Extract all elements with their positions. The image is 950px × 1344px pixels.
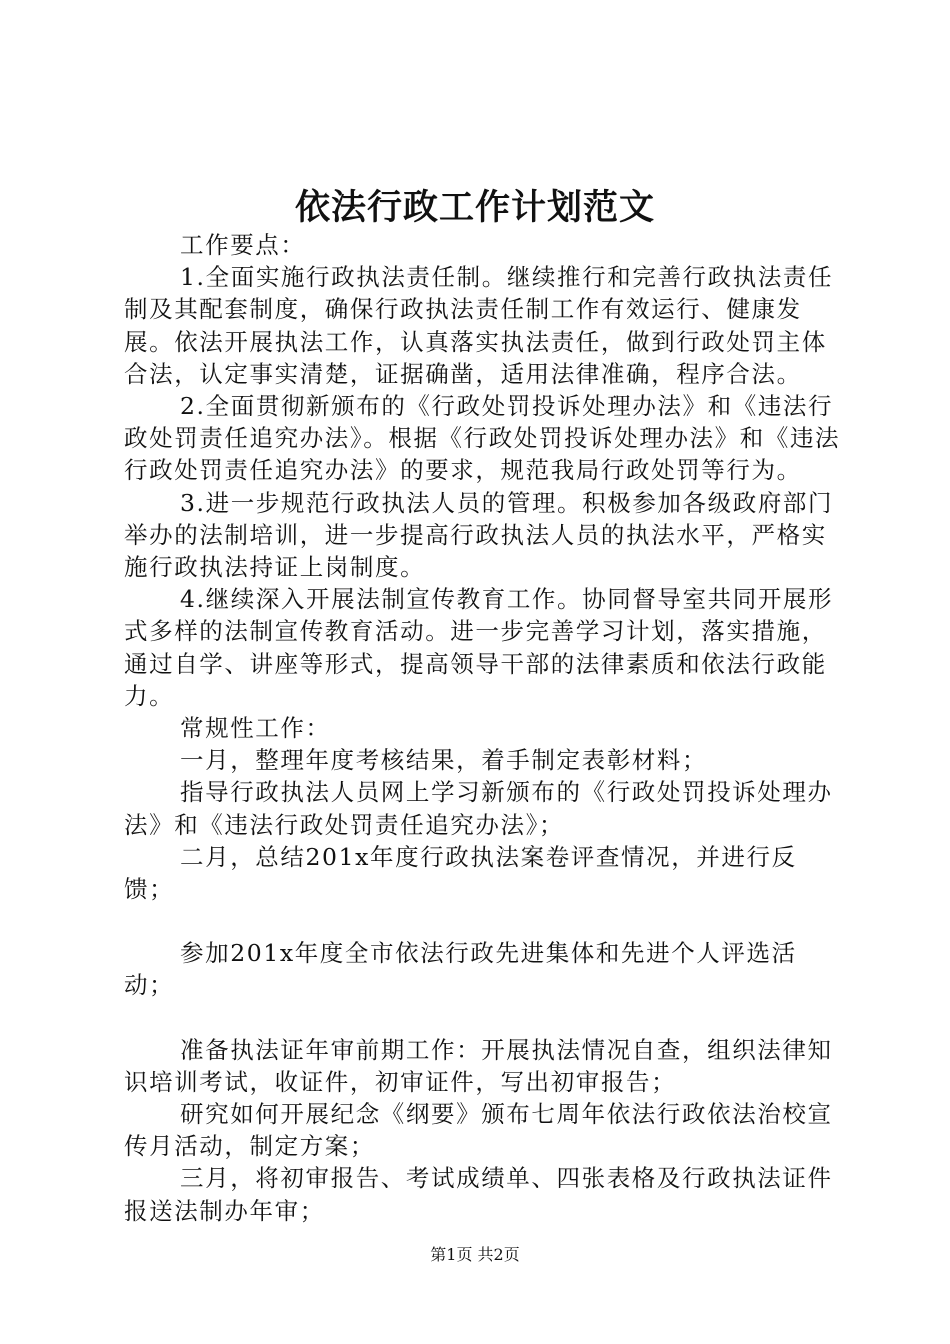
paragraph-march: 三月，将初审报告、考试成绩单、四张表格及行政执法证件报送法制办年审； [124, 1164, 833, 1225]
paragraph-point-4: 4.继续深入开展法制宣传教育工作。协同督导室共同开展形式多样的法制宣传教育活动。进一步完善学习计划，落实措施，通过自学、讲座等形式，提高领导干部的法律素质和依法行政能力。 [124, 585, 834, 710]
paragraph-work-points-heading: 工作要点： [180, 231, 306, 259]
paragraph-license-review: 准备执法证年审前期工作：开展执法情况自查，组织法律知识培训考试，收证件，初审证件，写出初审报告； [124, 1035, 833, 1096]
paragraph-publicity-month: 研究如何开展纪念《纲要》颁布七周年依法行政依法治校宣传月活动，制定方案； [124, 1100, 833, 1161]
paragraph-point-1: 1.全面实施行政执法责任制。继续推行和完善行政执法责任制及其配套制度，确保行政执法责任制工作有效运行、健康发展。依法开展执法工作，认真落实执法责任，做到行政处罚主体合法，认定事实清楚，证据确凿，适用法律准确，程序合法。 [124, 263, 834, 388]
page-footer: 第1页 共2页 [430, 1245, 520, 1264]
document-title: 依法行政工作计划范文 [294, 187, 655, 228]
paragraph-january: 一月，整理年度考核结果，着手制定表彰材料； [180, 746, 708, 775]
paragraph-february: 二月，总结201x年度行政执法案卷评查情况，并进行反馈； [124, 842, 797, 904]
paragraph-point-3: 3.进一步规范行政执法人员的管理。积极参加各级政府部门举办的法制培训，进一步提高行政执法人员的执法水平，严格实施行政执法持证上岗制度。 [124, 488, 834, 582]
paragraph-point-2: 2.全面贯彻新颁布的《行政处罚投诉处理办法》和《违法行政处罚责任追究办法》。根据《行政处罚投诉处理办法》和《违法行政处罚责任追究办法》的要求，规范我局行政处罚等行为。 [124, 392, 841, 485]
document-body [124, 229, 844, 1227]
paragraph-evaluation: 参加201x年度全市依法行政先进集体和先进个人评选活动； [124, 939, 797, 1000]
paragraph-online-study: 指导行政执法人员网上学习新颁布的《行政处罚投诉处理办法》和《违法行政处罚责任追究办法》； [124, 778, 833, 839]
paragraph-routine-heading: 常规性工作： [180, 714, 331, 743]
